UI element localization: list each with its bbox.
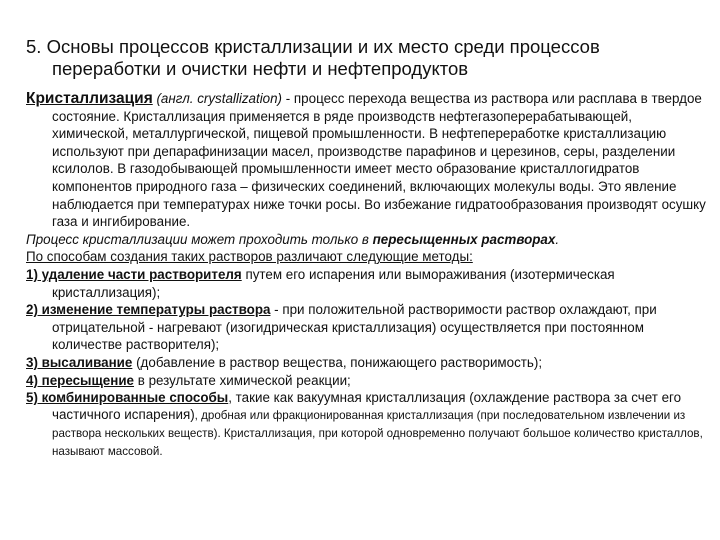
method-label: 2) изменение температуры раствора <box>26 302 271 318</box>
method-item-2 <box>26 301 706 354</box>
intro-body: - процесс перехода вещества из раствора или расплава в твердое состояние. Кристаллизация применяется в ряде производств нефтегазоперерабатывающей, химической, металлургической, пищевой промышленности. В нефтепереработке кристаллизацию используют при депарафинизации масел, производстве парафинов и церезинов, серы, разделении ксилолов. В газодобывающей промышленности имеет место образование кристаллогидратов компонентов природного газа – физических соединений, включающих молекулы воды. Это явление наблюдается при температурах ниже точки росы. Во избежание гидратообразования производят осушку газа и ингибирование. <box>52 91 706 230</box>
method-text-small: , дробная или фракционированная кристаллизация (при последовательном извлечении из раствора нескольких веществ). Кристаллизация, при которой одновременно получают большое количество кристаллов, называют массовой. <box>52 409 703 459</box>
slide-title: 5. Основы процессов кристаллизации и их место среди процессов переработки и очистки нефти и нефтепродуктов <box>26 36 600 79</box>
method-text: в результате химической реакции; <box>134 372 351 388</box>
method-item-1 <box>26 266 706 301</box>
method-label: 1) удаление части растворителя <box>26 266 242 282</box>
supersat-text: Процесс кристаллизации может проходить только в <box>26 231 373 247</box>
supersat-emphasis: пересыщенных растворах <box>372 231 556 247</box>
supersat-end: . <box>555 231 560 247</box>
method-item-4 <box>26 372 706 390</box>
intro-paragraph <box>26 90 706 231</box>
method-text: , такие как вакуумная кристаллизация (охлаждение раствора за счет его частичного испарения) <box>52 390 682 423</box>
method-text: (добавление в раствор вещества, понижающего растворимость); <box>132 354 543 370</box>
method-label: 5) комбинированные способы <box>26 390 229 406</box>
english-term: (англ. crystallization) <box>156 91 283 106</box>
method-item-3 <box>26 354 706 372</box>
methods-intro: По способам создания таких растворов различают следующие методы: <box>26 249 473 265</box>
supersaturation-statement <box>26 231 706 249</box>
method-text: - при положительной растворимости раствор охлаждают, при отрицательной - нагревают (изогидрическая кристаллизация) осуществляется при постоянном количестве растворителя); <box>52 302 657 353</box>
method-item-5 <box>26 389 706 460</box>
method-text: путем его испарения или вымораживания (изотермическая кристаллизация); <box>52 266 615 300</box>
method-label: 4) пересыщение <box>26 372 135 388</box>
method-label: 3) высаливание <box>26 354 133 370</box>
term-crystallization: Кристаллизация <box>26 90 153 107</box>
